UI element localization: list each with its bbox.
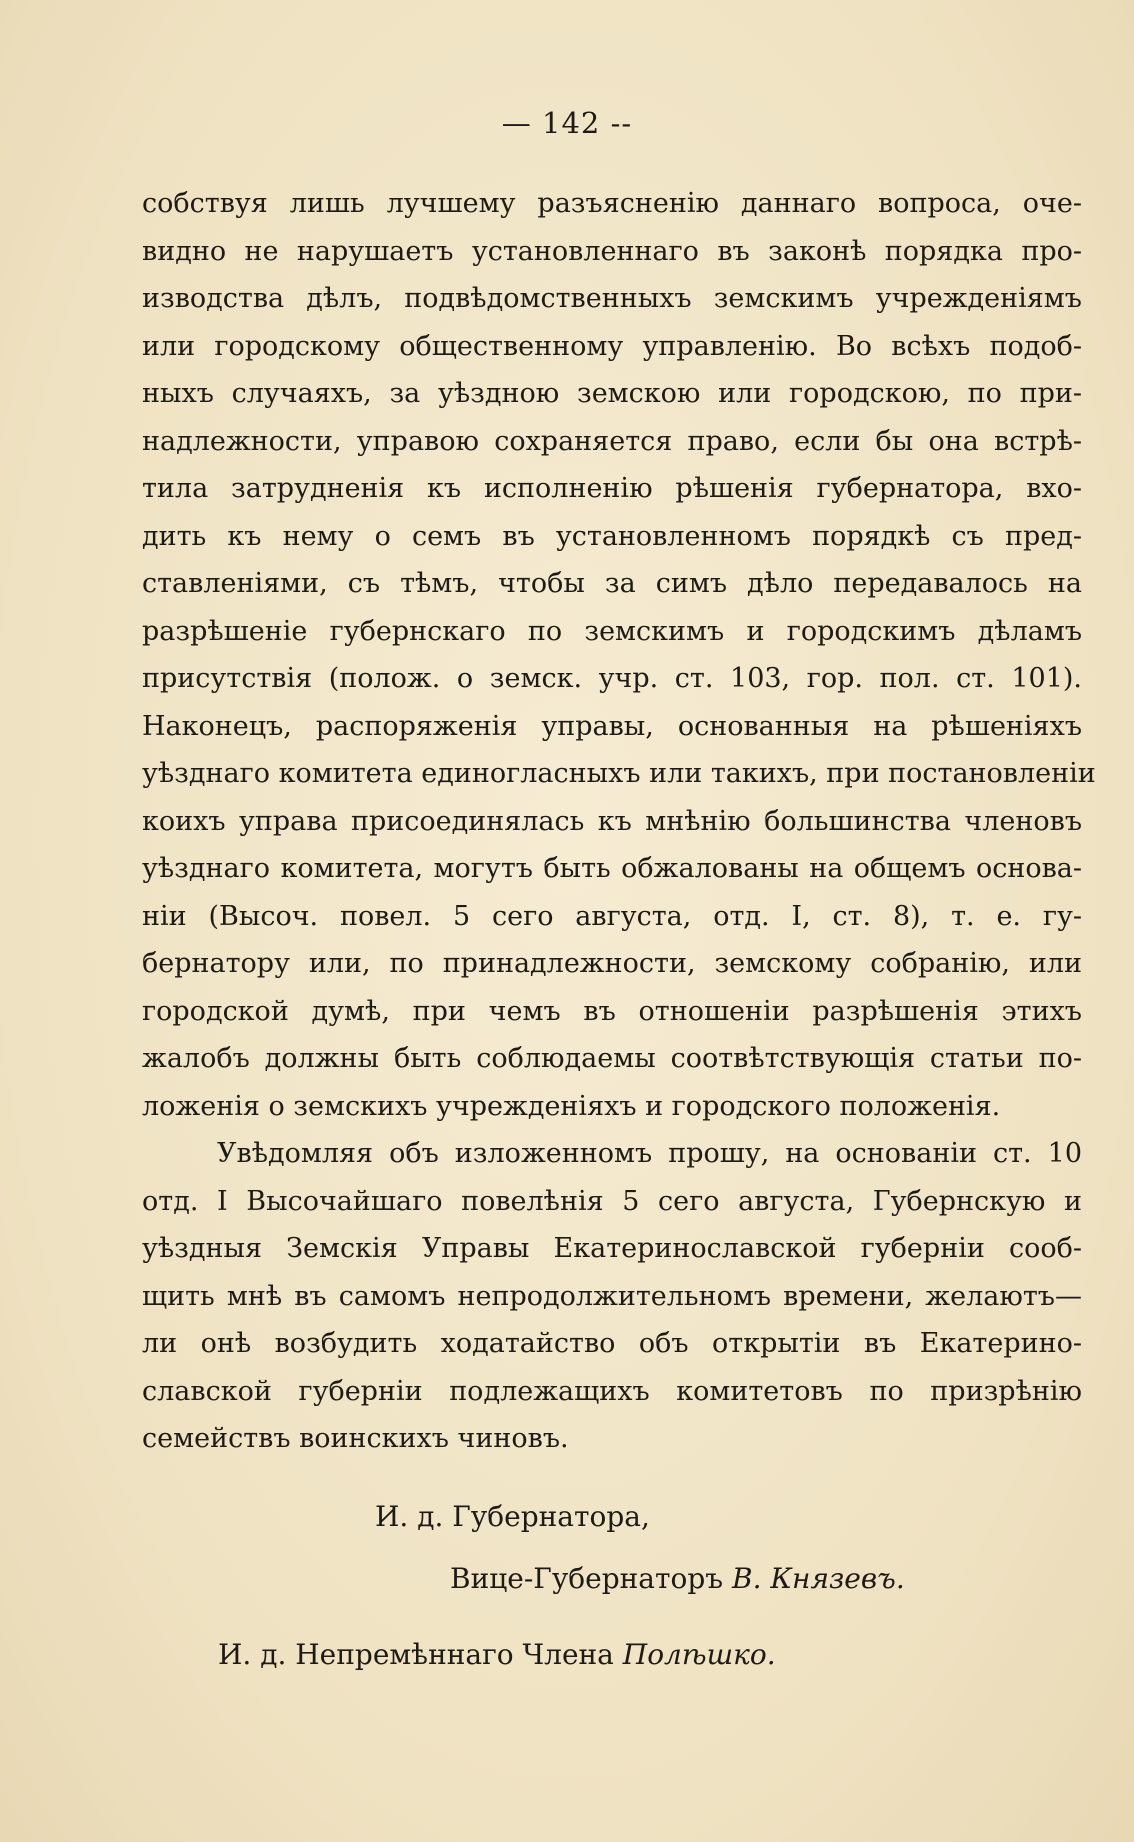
text-line: ли онѣ возбудить ходатайство объ открытіи въ Екатерино- xyxy=(142,1328,1082,1359)
text-line: разрѣшеніе губернскаго по земскимъ и городскимъ дѣламъ xyxy=(142,615,1082,647)
text-line: уѣзднаго комитета единогласныхъ или такихъ, при постановленіи xyxy=(142,758,1096,789)
text-line: уѣзднаго комитета, могутъ быть обжалованы на общемъ основа- xyxy=(142,853,1082,884)
text-line: Увѣдомляя объ изложенномъ прошу, на основаніи ст. 10 xyxy=(217,1138,1082,1169)
text-line: бернатору или, по принадлежности, земскому собранію, или xyxy=(142,948,1082,979)
text-line: надлежности, управою сохраняется право, если бы она встрѣ- xyxy=(142,425,1082,457)
text-line: присутствія (полож. о земск. учр. ст. 103, гор. пол. ст. 101). xyxy=(142,663,1082,694)
vice-governor-signature xyxy=(450,1562,905,1595)
text-line: дить къ нему о семъ въ установленномъ порядкѣ съ пред- xyxy=(142,520,1082,552)
text-line: ставленіями, съ тѣмъ, чтобы за симъ дѣло передавалось на xyxy=(142,568,1082,599)
text-line: щить мнѣ въ самомъ непродолжительномъ времени, желаютъ— xyxy=(142,1280,1082,1312)
text-line: уѣздныя Земскія Управы Екатеринославской губерніи сооб- xyxy=(142,1233,1082,1264)
vice-governor-name: В. Князевъ. xyxy=(732,1562,905,1595)
text-line: городской думѣ, при чемъ въ отношеніи разрѣшенія этихъ xyxy=(142,995,1082,1027)
text-line: Наконецъ, распоряженія управы, основанныя на рѣшеніяхъ xyxy=(142,710,1082,742)
text-line: или городскому общественному управленію. Во всѣхъ подоб- xyxy=(142,330,1082,362)
text-line: отд. I Высочайшаго повелѣнія 5 сего августа, Губернскую и xyxy=(142,1185,1082,1217)
text-line: видно не нарушаетъ установленнаго въ законѣ порядка про- xyxy=(142,235,1082,267)
member-title: И. д. Непремѣннаго Члена xyxy=(218,1638,614,1671)
text-line: жалобъ должны быть соблюдаемы соотвѣтствующія статьи по- xyxy=(142,1043,1082,1074)
member-name: Полѣшко. xyxy=(622,1638,776,1671)
text-line: ніи (Высоч. повел. 5 сего августа, отд. I, ст. 8), т. е. гу- xyxy=(142,900,1082,932)
body-text xyxy=(142,180,1096,1463)
acting-governor-signature: И. д. Губернатора, xyxy=(375,1500,650,1533)
text-line: собствуя лишь лучшему разъясненію даннаго вопроса, оче- xyxy=(142,188,1082,219)
text-line: коихъ управа присоединялась къ мнѣнію большинства членовъ xyxy=(142,805,1082,837)
page-number: — 142 -- xyxy=(501,106,633,140)
vice-governor-title: Вице-Губернаторъ xyxy=(450,1562,724,1595)
text-line: тила затрудненія къ исполненію рѣшенія губернатора, вхо- xyxy=(142,473,1082,504)
text-line: семействъ воинскихъ чиновъ. xyxy=(142,1423,569,1454)
text-line: изводства дѣлъ, подвѣдомственныхъ земскимъ учрежденіямъ xyxy=(142,283,1082,314)
text-line: ныхъ случаяхъ, за уѣздною земскою или городскою, по при- xyxy=(142,378,1082,409)
text-line: славской губерніи подлежащихъ комитетовъ по призрѣнію xyxy=(142,1375,1082,1407)
text-line: ложенія о земскихъ учрежденіяхъ и городского положенія. xyxy=(142,1090,1001,1122)
member-signature xyxy=(218,1638,776,1671)
